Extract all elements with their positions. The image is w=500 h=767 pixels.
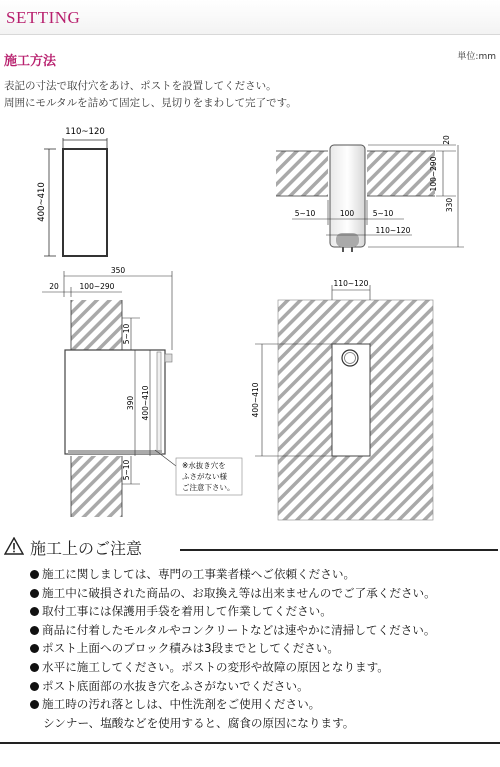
top-view-body-label: 100: [339, 209, 355, 218]
bullet-icon: [30, 626, 39, 635]
bullet-icon: [30, 700, 39, 709]
caution-note-text: 商品に付着したモルタルやコンクリートなどは速やかに清掃してください。: [42, 622, 436, 637]
caution-note-text: 取付工事には保護用手袋を着用して作業してください。: [42, 604, 332, 619]
top-view-depth-label: 100~290: [429, 156, 438, 192]
caution-note-text: 施工中に破損された商品の、お取換え等は出来ませんのでご了承ください。: [42, 585, 436, 600]
side-view-body-label: 390: [126, 395, 135, 411]
caution-note-text: ポスト底面部の水抜き穴をふさがないでください。: [42, 678, 309, 693]
top-view-gap-left-label: 5~10: [294, 209, 316, 218]
page-title: SETTING: [6, 8, 81, 27]
installed-width-label: 110~120: [333, 279, 369, 288]
intro-line-2: 周囲にモルタルを詰めて固定し、見切りをまわして完了です。: [4, 97, 297, 109]
caution-header: [4, 535, 498, 559]
caution-note: [30, 585, 496, 604]
bottom-divider: [0, 742, 500, 744]
caution-note: [30, 659, 496, 678]
bullet-icon: [30, 682, 39, 691]
side-view-depth-label: 100~290: [79, 282, 115, 291]
top-view-gap-right-label: 5~10: [372, 209, 394, 218]
bullet-icon: [30, 589, 39, 598]
caution-note: [30, 696, 496, 715]
side-view-left-label: 20: [49, 282, 59, 291]
caution-note: [30, 566, 496, 585]
bullet-icon: [30, 570, 39, 579]
caution-note: [30, 678, 496, 697]
installed-height-label: 400~410: [251, 382, 260, 418]
side-view-bottom-gap-label: 5~10: [122, 459, 131, 481]
caution-divider: [180, 549, 498, 551]
header-bar: [0, 0, 500, 35]
top-view-total-label: 330: [445, 197, 454, 213]
front-view-height-label: 400~410: [37, 182, 47, 222]
bullet-icon: [30, 663, 39, 672]
side-view-section: [42, 266, 242, 517]
front-view-installed: [251, 279, 433, 520]
caution-title: 施工上のご注意: [30, 539, 143, 558]
caution-note: [30, 622, 496, 641]
caution-note-text: ポスト上面へのブロック積みは3段までとしてください。: [42, 641, 339, 656]
drain-note-line-2: ふさがない様: [182, 472, 227, 481]
top-view-top-label: 20: [442, 135, 451, 145]
caution-note-text: 水平に施工してください。ポストの変形や故障の原因となります。: [42, 659, 389, 674]
top-view-hole-label: 110~120: [375, 226, 411, 235]
caution-note-text: 施工時の汚れ落としは、中性洗剤をご使用ください。: [42, 697, 321, 712]
side-view-total-label: 350: [110, 266, 126, 275]
bullet-icon: [30, 644, 39, 653]
caution-note-continuation: シンナー、塩酸などを使用すると、腐食の原因になります。: [43, 715, 355, 730]
drain-note-line-1: ※水抜き穴を: [182, 461, 226, 470]
caution-notes-list: [30, 566, 496, 733]
front-view-opening: [37, 127, 107, 256]
intro-line-1: 表記の寸法で取付穴をあけ、ポストを設置してください。: [4, 80, 277, 92]
caution-note-text: 施工に関しましては、専門の工事業者様へご依頼ください。: [42, 567, 356, 581]
front-view-width-label: 110~120: [65, 127, 105, 137]
section-title: 施工方法: [4, 54, 57, 69]
installation-diagram: [0, 110, 500, 530]
caution-note: [30, 603, 496, 622]
caution-note: [30, 640, 496, 659]
side-view-top-gap-label: 5~10: [122, 323, 131, 345]
unit-label: 単位:mm: [457, 52, 496, 62]
warning-icon: [4, 537, 24, 555]
drain-note-line-3: ご注意下さい。: [182, 483, 235, 492]
top-view-section: [276, 135, 464, 252]
side-view-hole-label: 400~410: [141, 385, 150, 421]
bullet-icon: [30, 607, 39, 616]
